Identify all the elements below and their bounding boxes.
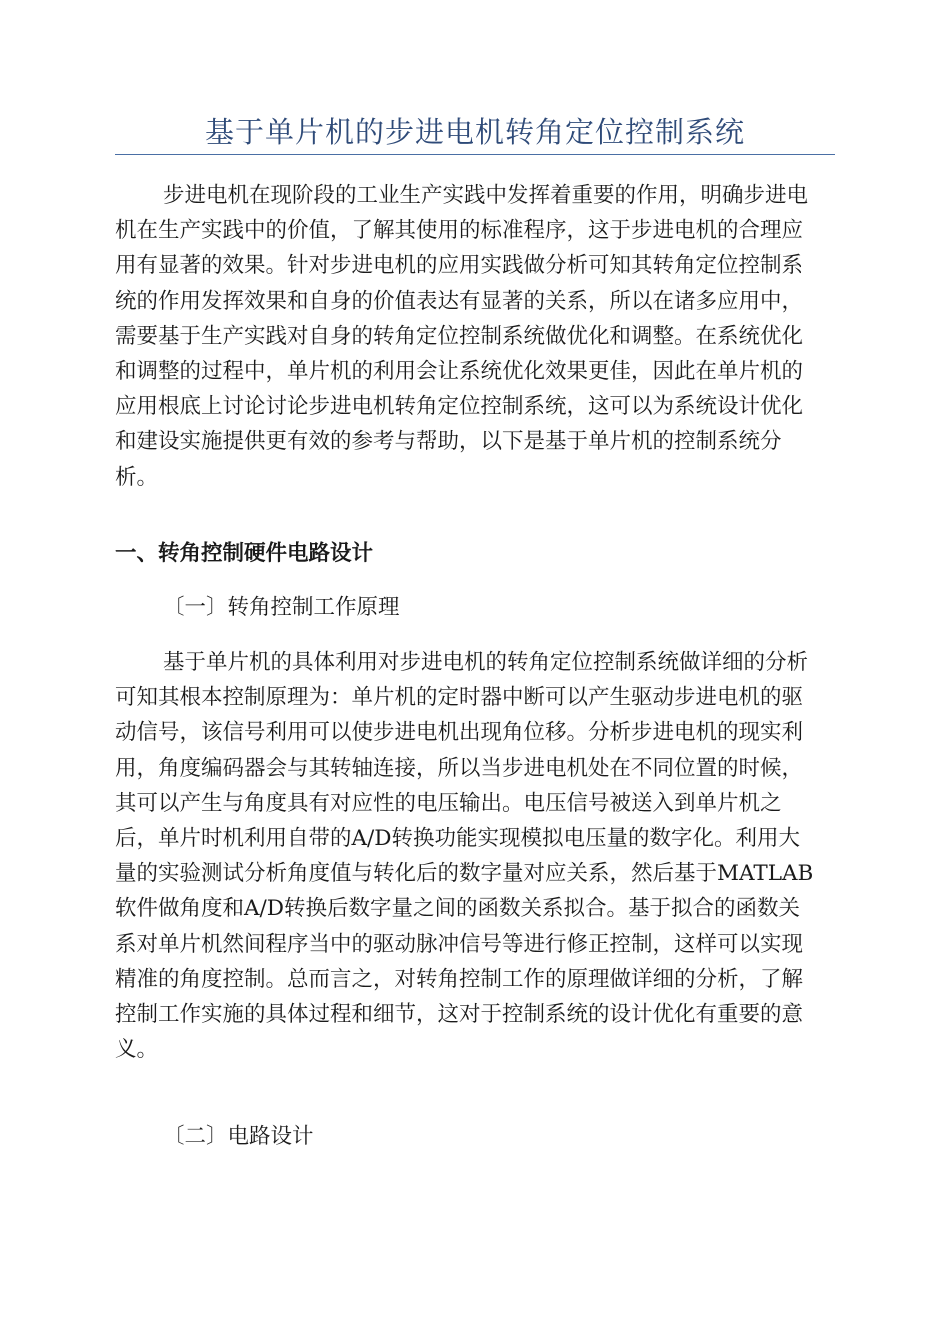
subsection-heading: 〔一〕转角控制工作原理 — [163, 595, 400, 620]
subsection-heading: 〔二〕电路设计 — [163, 1124, 314, 1149]
principle-line: 用，角度编码器会与其转轴连接，所以当步进电机处在不同位置的时候， — [115, 755, 804, 781]
intro-paragraph — [115, 178, 835, 495]
document-title: 基于单片机的步进电机转角定位控制系统 — [204, 115, 745, 149]
principle-line: 软件做角度和A/D转换后数字量之间的函数关系拟合。基于拟合的函数关 — [115, 896, 801, 922]
title-underline — [115, 154, 835, 155]
intro-line: 和建设实施提供更有效的参考与帮助，以下是基于单片机的控制系统分 — [115, 429, 782, 455]
principle-line: 其可以产生与角度具有对应性的电压输出。电压信号被送入到单片机之 — [115, 790, 782, 816]
intro-line: 需要基于生产实践对自身的转角定位控制系统做优化和调整。在系统优化 — [115, 323, 804, 349]
principle-line: 后，单片时机利用自带的A/D转换功能实现模拟电压量的数字化。利用大 — [115, 826, 801, 852]
intro-line: 机在生产实践中的价值，了解其使用的标准程序，这于步进电机的合理应 — [115, 218, 804, 244]
intro-line: 步进电机在现阶段的工业生产实践中发挥着重要的作用，明确步进电 — [163, 183, 809, 208]
principle-paragraph — [115, 645, 835, 1067]
principle-line: 系对单片机然间程序当中的驱动脉冲信号等进行修正控制，这样可以实现 — [115, 931, 804, 957]
principle-line: 基于单片机的具体利用对步进电机的转角定位控制系统做详细的分析 — [163, 650, 809, 675]
principle-line: 控制工作实施的具体过程和细节，这对于控制系统的设计优化有重要的意 — [115, 1002, 804, 1028]
principle-line: 义。 — [115, 1037, 159, 1063]
intro-line: 用有显著的效果。针对步进电机的应用实践做分析可知其转角定位控制系 — [115, 253, 804, 279]
intro-line: 统的作用发挥效果和自身的价值表达有显著的关系，所以在诸多应用中， — [115, 288, 804, 314]
principle-line: 量的实验测试分析角度值与转化后的数字量对应关系，然后基于MATLAB — [115, 861, 814, 887]
principle-line: 动信号，该信号利用可以使步进电机出现角位移。分析步进电机的现实利 — [115, 720, 804, 746]
section-heading: 一、转角控制硬件电路设计 — [115, 541, 374, 566]
intro-line: 和调整的过程中，单片机的利用会让系统优化效果更佳，因此在单片机的 — [115, 359, 804, 385]
intro-line: 析。 — [115, 464, 159, 490]
principle-line: 精准的角度控制。总而言之，对转角控制工作的原理做详细的分析，了解 — [115, 966, 804, 992]
intro-line: 应用根底上讨论讨论步进电机转角定位控制系统，这可以为系统设计优化 — [115, 394, 804, 420]
principle-line: 可知其根本控制原理为：单片机的定时器中断可以产生驱动步进电机的驱 — [115, 685, 804, 711]
